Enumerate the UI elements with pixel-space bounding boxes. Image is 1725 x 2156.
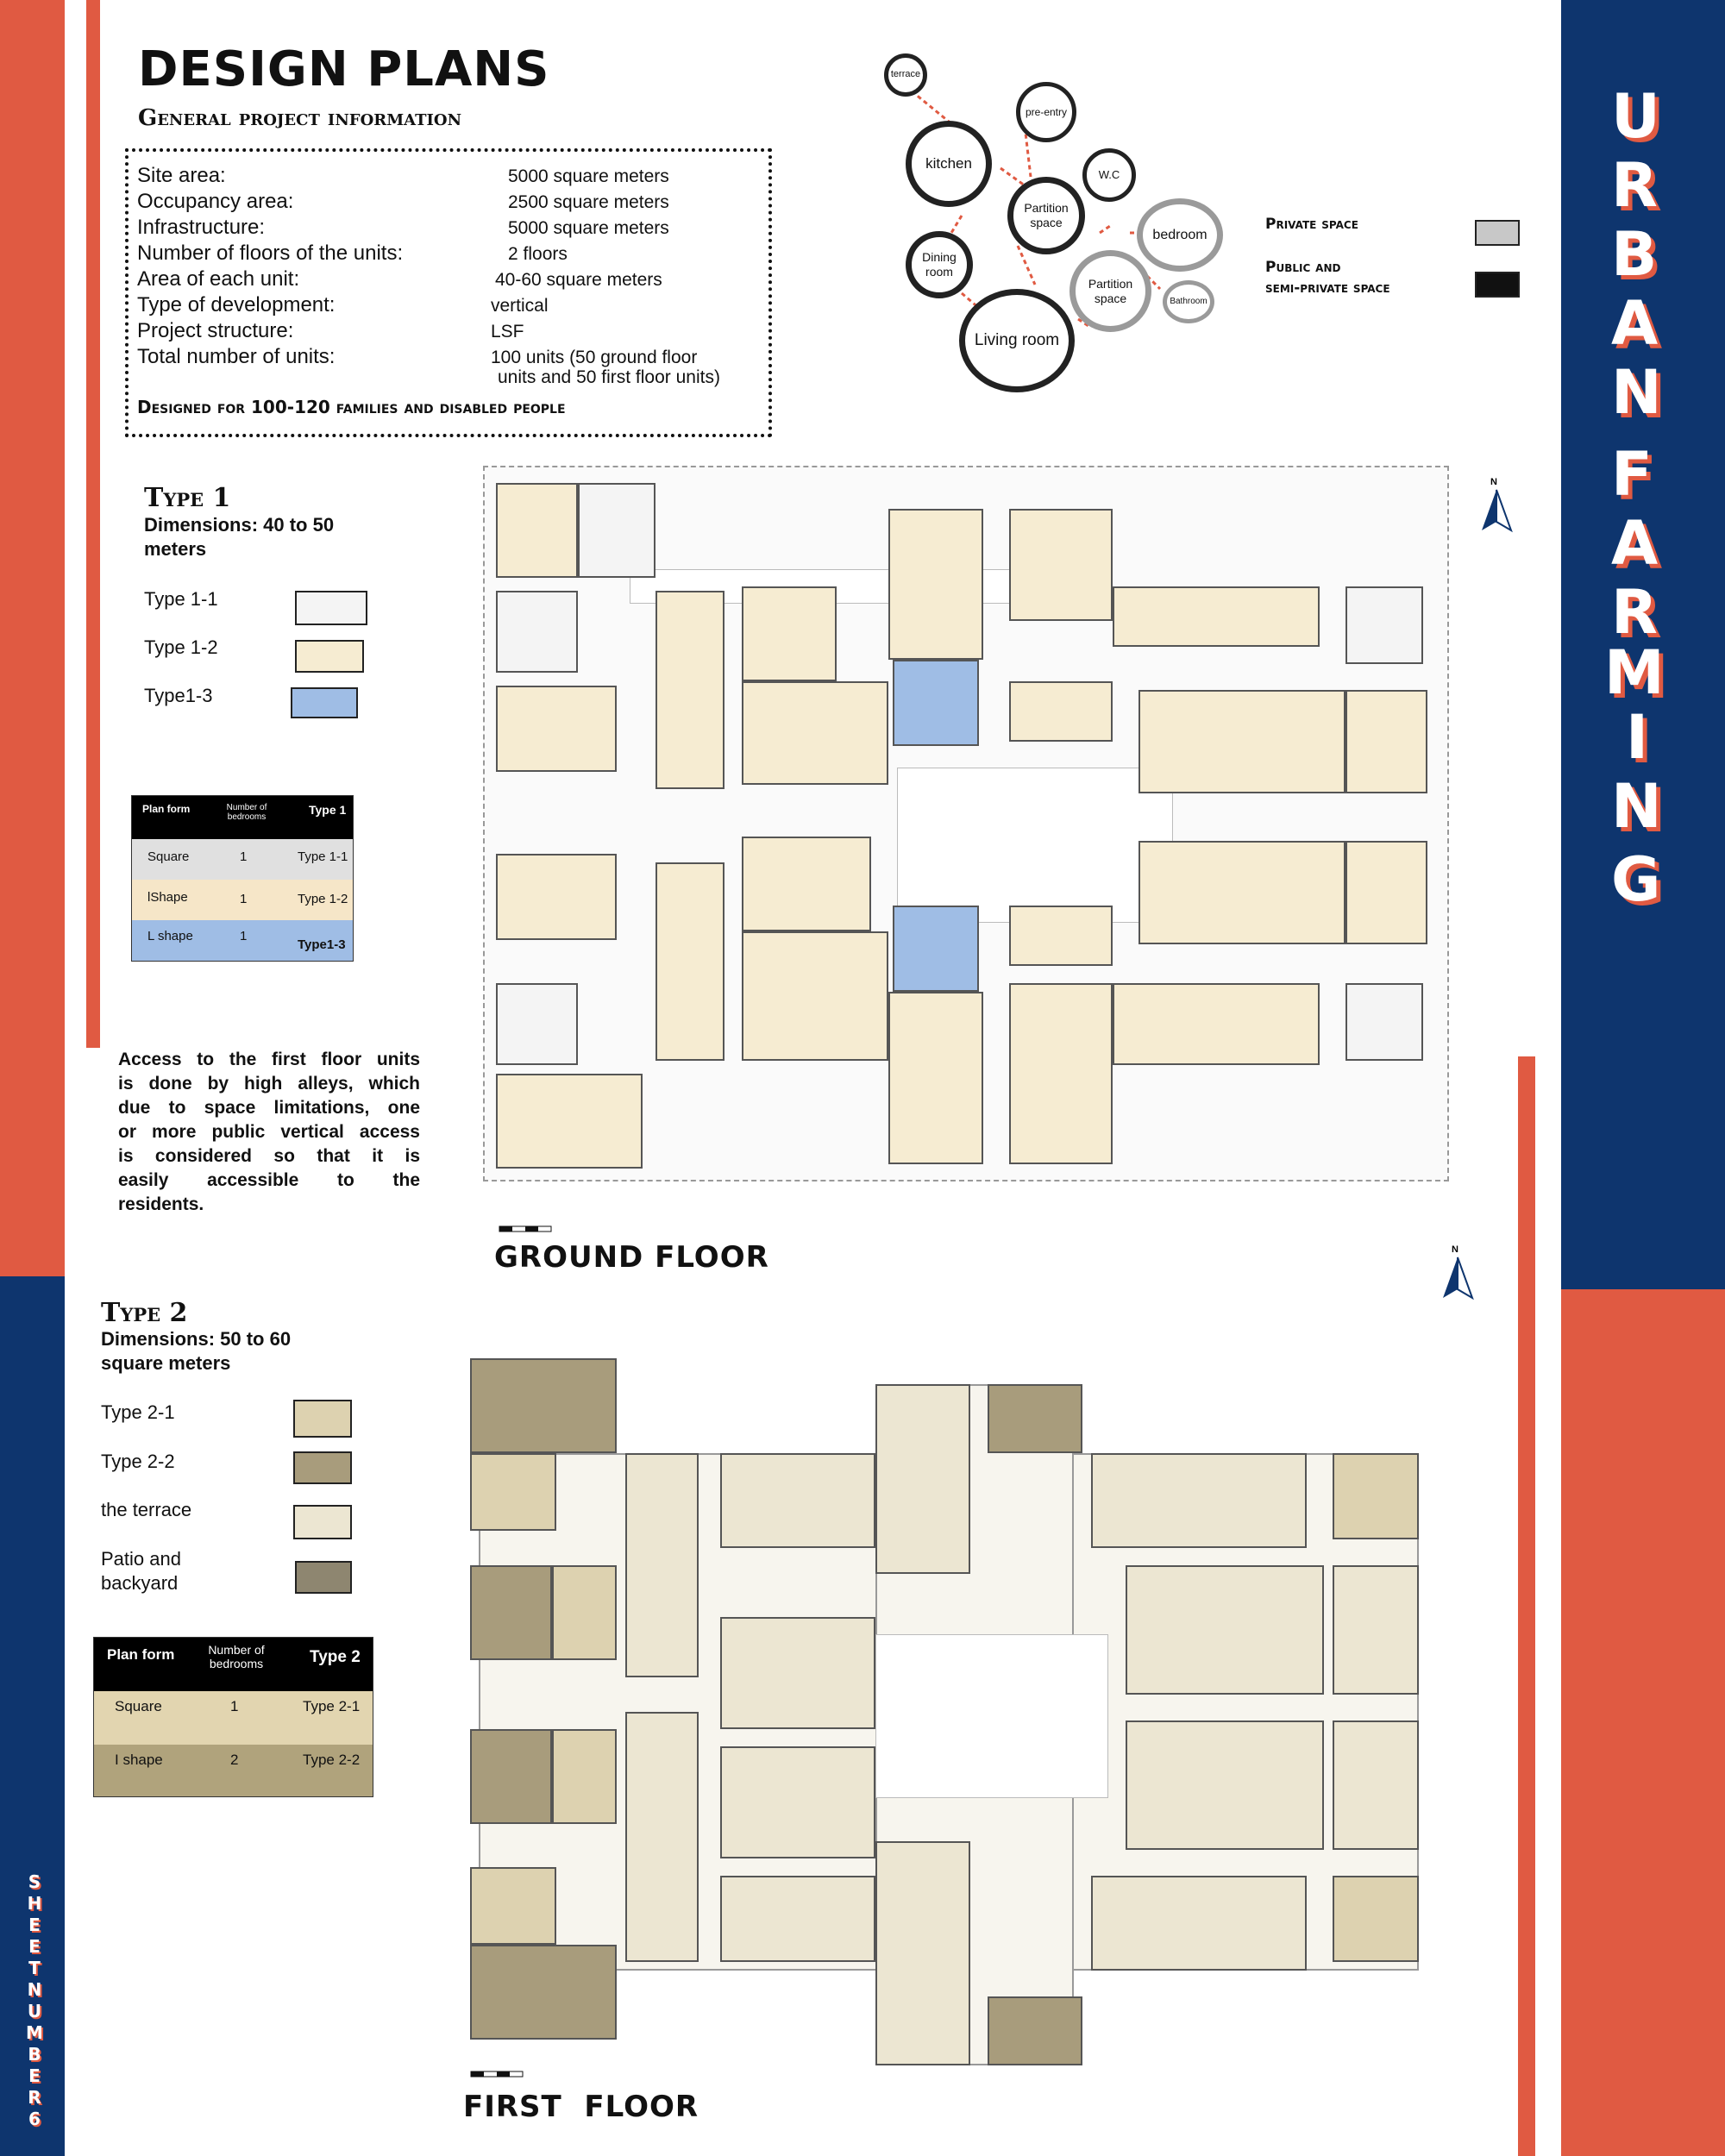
sheet-letter: B [28, 2044, 41, 2065]
terrace-label: the terrace [101, 1499, 192, 1520]
table-cell: Square [147, 849, 190, 864]
table-cell: Type 1-1 [298, 849, 348, 864]
info-value: 5000 square meters [508, 218, 669, 238]
type2-2-swatch [293, 1451, 352, 1484]
sheet-letter: M [26, 2022, 43, 2043]
table-cell: Type 1-2 [298, 892, 348, 906]
type2-table [93, 1637, 373, 1797]
sidebar-letter: M [1604, 637, 1665, 708]
first-unit [625, 1712, 699, 1962]
first-unit [552, 1729, 617, 1824]
scale-bar-icon [470, 2068, 530, 2080]
info-label: Total number of units: [137, 345, 336, 368]
ground-unit [1009, 983, 1113, 1164]
sheet-letter: E [28, 1936, 41, 1957]
info-label: Number of floors of the units: [137, 241, 404, 265]
sheet-number [26, 1871, 43, 2130]
bubble-partition-1: Partition space [1007, 177, 1085, 254]
table-header-cell: Type 2 [310, 1648, 361, 1666]
type1-1-swatch [295, 591, 367, 625]
ground-unit [888, 992, 983, 1164]
private-space-label: Private space [1265, 216, 1358, 233]
patio-label-2: backyard [101, 1572, 179, 1594]
table-cell: I shape [115, 1752, 163, 1768]
table-row [132, 880, 353, 920]
ground-unit [742, 681, 888, 785]
info-label: Infrastructure: [137, 216, 266, 239]
sidebar-letter: F [1611, 439, 1653, 510]
sheet-letter: H [27, 1893, 42, 1914]
ground-unit [1113, 586, 1320, 647]
sheet-letter: 6 [28, 2109, 41, 2129]
sidebar-letter: G [1611, 844, 1661, 915]
sidebar-letter: R [1611, 150, 1658, 221]
first-unit [1091, 1876, 1307, 1971]
bubble-partition-2: Partition space [1070, 250, 1151, 332]
info-value-cont: units and 50 first floor units) [498, 367, 720, 387]
table-cell: 1 [240, 929, 248, 943]
type1-heading: Type 1 [144, 483, 231, 513]
ground-unit [1009, 509, 1113, 621]
first-unit [625, 1453, 699, 1677]
patio-swatch [295, 1561, 352, 1594]
sidebar-letter: N [1611, 771, 1662, 842]
table-header-cell: Number of bedrooms [208, 1643, 265, 1670]
access-line: due to space limitations, one [118, 1098, 420, 1118]
ground-unit [496, 983, 578, 1065]
right-orange-bar [1561, 1289, 1725, 2156]
info-label: Site area: [137, 164, 226, 187]
ground-unit [496, 1074, 643, 1169]
table-cell: 1 [240, 849, 248, 864]
info-value: 5000 square meters [508, 166, 669, 186]
ground-unit [496, 686, 617, 772]
table-cell: 2 [230, 1752, 239, 1768]
first-unit [470, 1729, 552, 1824]
ground-unit [1113, 983, 1320, 1065]
svg-text:N: N [1452, 1244, 1458, 1255]
table-cell: lShape [147, 890, 188, 905]
first-unit [552, 1565, 617, 1660]
left-orange-stripe [86, 0, 100, 1048]
ground-floor-plan [483, 466, 1449, 1181]
first-unit [470, 1358, 617, 1453]
public-space-swatch [1475, 272, 1520, 298]
type2-1-label: Type 2-1 [101, 1401, 175, 1423]
type2-heading: Type 2 [101, 1298, 188, 1328]
table-row [94, 1745, 373, 1796]
bubble-living-room: Living room [959, 289, 1075, 392]
type2-2-label: Type 2-2 [101, 1451, 175, 1472]
table-cell: Type 2-2 [303, 1752, 361, 1768]
table-header [132, 796, 353, 839]
table-row [132, 839, 353, 880]
first-unit [720, 1617, 875, 1729]
ground-unit [893, 906, 979, 992]
sidebar-letter: A [1611, 508, 1659, 579]
terrace-swatch [293, 1505, 352, 1539]
info-label: Project structure: [137, 319, 294, 342]
ground-unit [578, 483, 656, 578]
info-label: Occupancy area: [137, 190, 294, 213]
sheet-letter: E [28, 1915, 41, 1935]
first-unit [988, 1384, 1082, 1453]
first-unit [875, 1384, 970, 1574]
type1-3-swatch [291, 687, 358, 718]
first-unit [1333, 1453, 1419, 1539]
sidebar-letter: I [1626, 702, 1649, 773]
sidebar-letter: B [1611, 219, 1658, 290]
first-floor-label: FIRST FLOOR [463, 2090, 699, 2124]
ground-unit [1009, 681, 1113, 742]
access-line: or more public vertical access [118, 1122, 420, 1142]
type2-dimensions: Dimensions: 50 to 60 [101, 1328, 292, 1350]
ground-unit [1346, 841, 1427, 944]
sidebar-letter: R [1611, 577, 1658, 648]
table-cell: L shape [147, 929, 193, 943]
bubble-bedroom: bedroom [1137, 198, 1223, 272]
sheet-letter: N [27, 1979, 42, 2000]
info-value: 40-60 square meters [495, 270, 662, 290]
bubble-terrace: terrace [884, 53, 927, 97]
page-title: DESIGN PLANS [138, 41, 550, 97]
private-space-swatch [1475, 220, 1520, 246]
info-value: LSF [491, 322, 524, 342]
access-line: Access to the first floor units [118, 1050, 420, 1069]
table-header [94, 1638, 373, 1691]
ground-floor-label: GROUND FLOOR [494, 1240, 769, 1275]
ground-unit [1346, 983, 1423, 1061]
bubble-kitchen: kitchen [906, 121, 992, 207]
table-header-cell: Plan form [107, 1646, 175, 1663]
table-header-cell: Plan form [142, 803, 191, 815]
scale-bar-icon [499, 1223, 559, 1235]
first-unit [1126, 1720, 1324, 1850]
table-header-cell: Type 1 [309, 803, 347, 817]
info-label: Area of each unit: [137, 267, 300, 291]
first-unit [470, 1453, 556, 1531]
type1-dimensions: Dimensions: 40 to 50 [144, 514, 335, 536]
first-unit [1333, 1720, 1419, 1850]
bubble-dining-room: Dining room [906, 231, 973, 298]
corridor [875, 1634, 1108, 1798]
ground-unit [1138, 690, 1346, 793]
type1-dimensions-2: meters [144, 538, 207, 560]
ground-unit [1138, 841, 1346, 944]
ground-unit [742, 931, 888, 1061]
svg-text:N: N [1490, 477, 1497, 487]
ground-unit [742, 837, 871, 931]
ground-unit [1346, 690, 1427, 793]
project-info-box [125, 148, 772, 437]
sheet-letter: T [28, 1958, 41, 1978]
first-unit [1091, 1453, 1307, 1548]
sheet-letter: U [27, 2001, 42, 2021]
info-value: 2500 square meters [508, 192, 669, 212]
type2-dimensions-2: square meters [101, 1352, 231, 1374]
first-unit [1126, 1565, 1324, 1695]
info-value: 2 floors [508, 244, 568, 264]
type1-1-label: Type 1-1 [144, 588, 218, 610]
first-unit [875, 1841, 970, 2065]
sidebar-letter: N [1611, 357, 1662, 428]
bubble-bathroom: Bathroom [1163, 280, 1214, 323]
north-arrow-icon [1475, 474, 1518, 535]
north-arrow-icon [1436, 1242, 1479, 1302]
first-unit [720, 1746, 875, 1858]
first-unit [470, 1565, 552, 1660]
right-orange-stripe [1518, 1056, 1535, 2156]
table-cell: 1 [240, 892, 248, 906]
ground-unit [656, 591, 724, 789]
access-line: residents. [118, 1194, 204, 1214]
ground-unit [496, 591, 578, 673]
type1-2-swatch [295, 640, 364, 673]
info-value: 100 units (50 ground floor [491, 348, 698, 367]
corridor [897, 768, 1173, 923]
first-unit [470, 1945, 617, 2040]
table-cell: 1 [230, 1698, 239, 1714]
sheet-letter: S [28, 1871, 41, 1892]
ground-unit [742, 586, 837, 681]
table-header-cell: Number of bedrooms [226, 803, 267, 822]
left-orange-bar [0, 0, 65, 1276]
ground-unit [888, 509, 983, 660]
access-line: is considered so that it is [118, 1146, 420, 1166]
access-line: easily accessible to the [118, 1170, 420, 1190]
first-unit [1333, 1876, 1419, 1962]
first-unit [470, 1867, 556, 1945]
ground-unit [496, 854, 617, 940]
bubble-wc: W.C [1082, 148, 1136, 202]
info-value: vertical [491, 296, 549, 316]
ground-unit [1009, 906, 1113, 966]
first-unit [988, 1996, 1082, 2065]
first-unit [1333, 1565, 1419, 1695]
table-cell: Square [115, 1698, 162, 1714]
sheet-letter: E [28, 2065, 41, 2086]
table-row [132, 920, 353, 961]
type1-3-label: Type1-3 [144, 685, 213, 706]
sidebar-letter: U [1611, 81, 1660, 152]
table-row [94, 1691, 373, 1745]
first-unit [720, 1453, 875, 1548]
access-paragraph [118, 1048, 420, 1217]
bubble-pre-entry: pre-entry [1016, 82, 1076, 142]
info-label: Type of development: [137, 293, 336, 317]
type2-1-swatch [293, 1400, 352, 1438]
patio-label: Patio and [101, 1548, 181, 1570]
page-subtitle: General project information [138, 105, 462, 131]
first-floor-plan [470, 1358, 1423, 2078]
ground-unit [496, 483, 578, 578]
type1-2-label: Type 1-2 [144, 636, 218, 658]
public-space-label: Public and [1265, 259, 1341, 276]
table-cell: Type1-3 [298, 937, 346, 952]
public-space-label-2: semi-private space [1265, 279, 1390, 297]
first-unit [720, 1876, 875, 1962]
access-line: is done by high alleys, which [118, 1074, 420, 1094]
sidebar-letter: A [1611, 288, 1659, 359]
type1-table [131, 795, 354, 962]
sheet-letter: R [28, 2087, 41, 2108]
ground-unit [893, 660, 979, 746]
table-cell: Type 2-1 [303, 1698, 361, 1714]
info-note: Designed for 100-120 families and disabled people [137, 397, 566, 417]
ground-unit [656, 862, 724, 1061]
ground-unit [1346, 586, 1423, 664]
